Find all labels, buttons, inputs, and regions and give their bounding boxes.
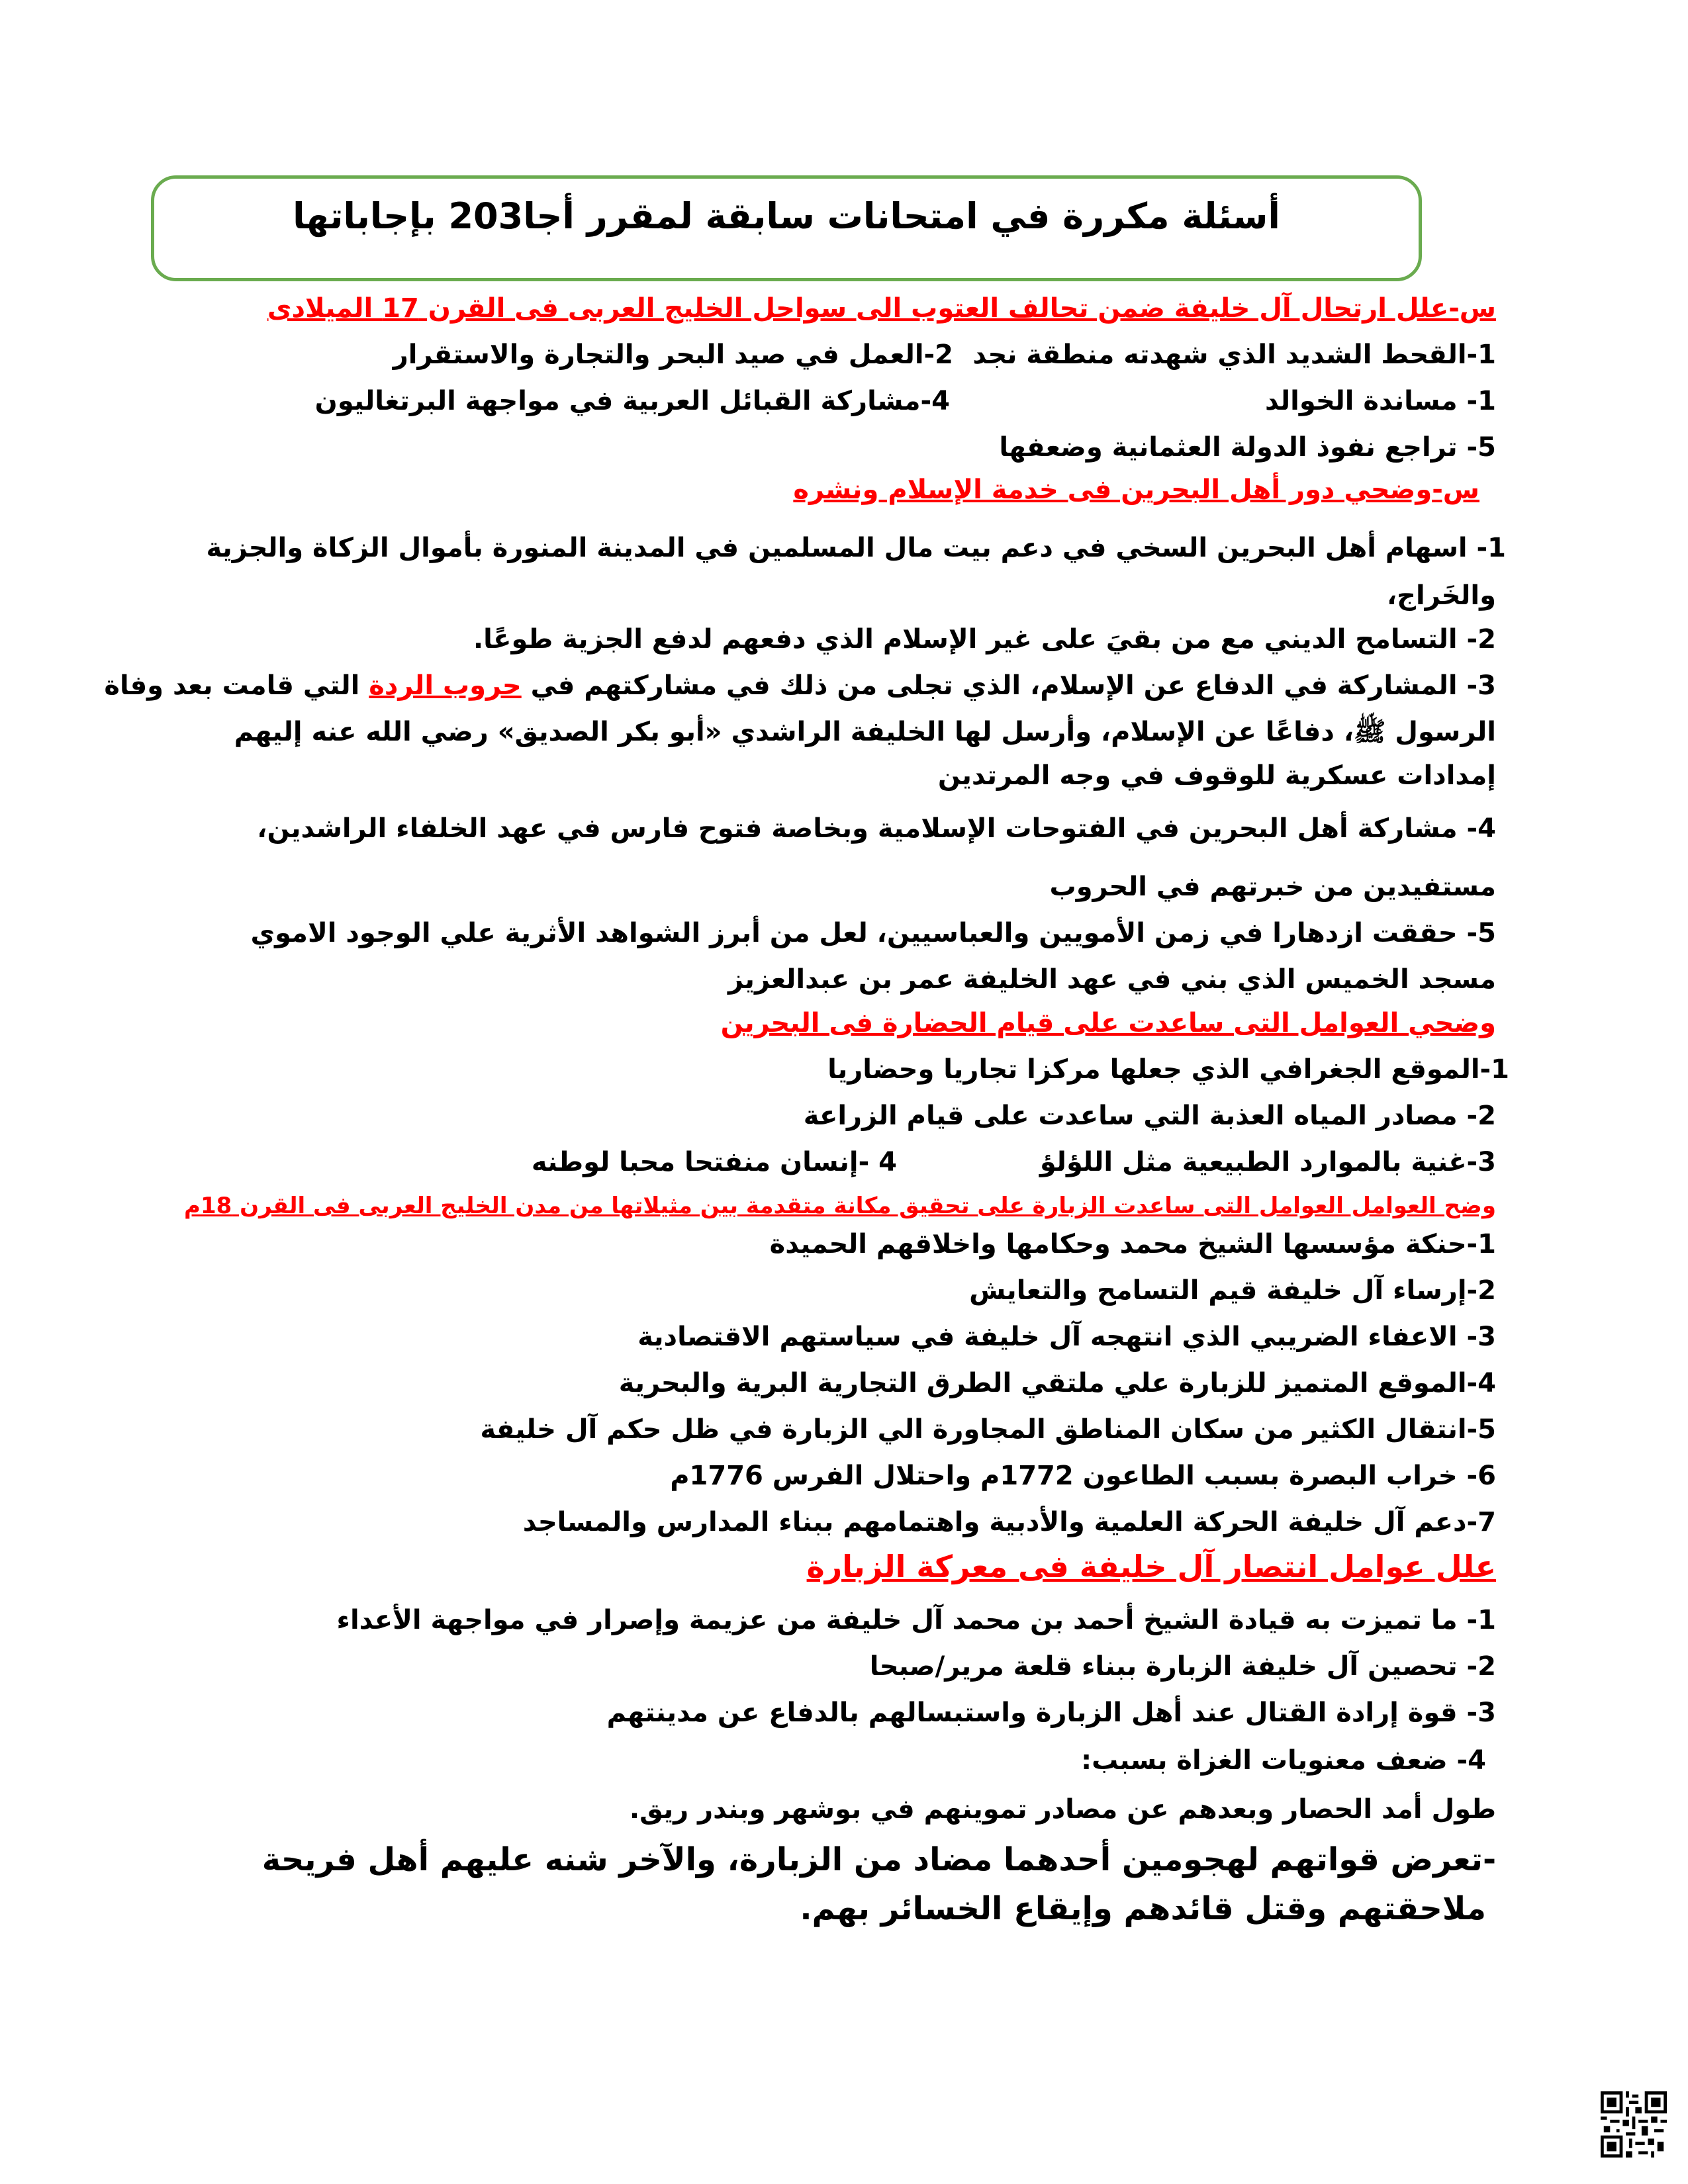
q2-answer-1: 1- اسهام أهل البحرين السخي في دعم بيت مال المسلمين في المدينة المنورة بأموال الزكاة والجزية (206, 533, 1506, 563)
q1-answer-4: 4-مشاركة القبائل العربية في مواجهة البرتغاليون (314, 386, 950, 416)
q1-answer-1: 1-القحط الشديد الذي شهدته منطقة نجد (972, 340, 1496, 370)
q5-answer-4-reason-2-cont: ملاحقتهم وقتل قائدهم وإيقاع الخسائر بهم. (800, 1890, 1486, 1927)
q1-answer-3: 1- مساندة الخوالد (1265, 386, 1496, 416)
q5-answer-3: 3- قوة إرادة القتال عند أهل الزبارة واستبسالهم بالدفاع عن مدينتهم (606, 1698, 1496, 1728)
q2-answer-3-pre: 3- المشاركة في الدفاع عن الإسلام، الذي تجلى من ذلك في مشاركتهم في (521, 670, 1496, 701)
q2-answer-3-line3: إمدادات عسكرية للوقوف في وجه المرتدين (937, 760, 1496, 791)
q4-answer-6: 6- خراب البصرة بسبب الطاعون 1772م واحتلال الفرس 1776م (670, 1461, 1496, 1491)
qr-code-icon (1601, 2091, 1667, 2158)
q4-answer-2: 2-إرساء آل خليفة قيم التسامح والتعايش (969, 1275, 1496, 1306)
q4-answer-4: 4-الموقع المتميز للزبارة علي ملتقي الطرق التجارية البرية والبحرية (618, 1368, 1496, 1398)
question-1: س-علل ارتحال آل خليفة ضمن تحالف العتوب الى سواحل الخليج العربى فى القرن 17 الميلادى (267, 293, 1496, 324)
question-2: س-وضحي دور أهل البحرين فى خدمة الإسلام ونشره (793, 475, 1479, 505)
q5-answer-4-reason-2: -تعرض قواتهم لهجومين أحدهما مضاد من الزبارة، والآخر شنه عليهم أهل فريحة (261, 1841, 1496, 1878)
q2-answer-4-cont: مستفيدين من خبرتهم في الحروب (1049, 872, 1496, 902)
q5-answer-4-reason-1: طول أمد الحصار وبعدهم عن مصادر تموينهم في بوشهر وبندر ريق. (629, 1794, 1496, 1825)
question-5: علل عوامل انتصار آل خليفة فى معركة الزبارة (806, 1549, 1496, 1584)
question-4: وضح العوامل العوامل التى ساعدت الزبارة على تحقيق مكانة متقدمة بين مثيلاتها من مدن الخليج العربى فى القرن 18م (184, 1193, 1496, 1219)
q4-answer-3: 3- الاعفاء الضريبي الذي انتهجه آل خليفة في سياستهم الاقتصادية (637, 1322, 1496, 1352)
q3-answer-4: 4 -إنسان منفتحا محبا لوطنه (531, 1147, 897, 1177)
q2-answer-5-cont: مسجد الخميس الذي بني في عهد الخليفة عمر بن عبدالعزيز (728, 964, 1496, 995)
q4-answer-5: 5-انتقال الكثير من سكان المناطق المجاورة الي الزبارة في ظل حكم آل خليفة (480, 1414, 1496, 1445)
q5-answer-1: 1- ما تميزت به قيادة الشيخ أحمد بن محمد آل خليفة من عزيمة وإصرار في مواجهة الأعداء (336, 1605, 1496, 1635)
q4-answer-7: 7-دعم آل خليفة الحركة العلمية والأدبية واهتمامهم ببناء المدارس والمساجد (522, 1507, 1496, 1537)
q2-answer-3-line2: الرسول ﷺ، دفاعًا عن الإسلام، وأرسل لها الخليفة الراشدي «أبو بكر الصديق» رضي الله عنه إليهم (234, 717, 1496, 747)
q3-answer-3: 3-غنية بالموارد الطبيعية مثل اللؤلؤ (1039, 1147, 1496, 1177)
q2-answer-5: 5- حققت ازدهارا في زمن الأمويين والعباسيين، لعل من أبرز الشواهد الأثرية علي الوجود الاموي (250, 918, 1496, 948)
q3-answer-2: 2- مصادر المياه العذبة التي ساعدت على قيام الزراعة (803, 1101, 1496, 1131)
q3-answer-1: 1-الموقع الجغرافي الذي جعلها مركزا تجاريا وحضاريا (827, 1054, 1509, 1085)
q4-answer-1: 1-حنكة مؤسسها الشيخ محمد وحكامها واخلاقهم الحميدة (769, 1229, 1496, 1259)
page-title: أسئلة مكررة في امتحانات سابقة لمقرر أجا203 بإجاباتها (293, 195, 1280, 237)
q5-answer-4: 4- ضعف معنويات الغزاة بسبب: (1081, 1745, 1486, 1776)
q1-answer-5: 5- تراجع نفوذ الدولة العثمانية وضعفها (999, 432, 1496, 463)
question-3: وضحي العوامل التى ساعدت على قيام الحضارة فى البحرين (720, 1008, 1496, 1038)
q5-answer-2: 2- تحصين آل خليفة الزبارة ببناء قلعة مرير/صبحا (869, 1651, 1496, 1682)
q2-answer-2: 2- التسامح الديني مع من بقيَ على غير الإسلام الذي دفعهم لدفع الجزية طوعًا. (473, 624, 1496, 655)
riddah-wars-highlight: حروب الردة (369, 670, 522, 701)
q2-answer-3-post: التي قامت بعد وفاة (104, 670, 369, 701)
q2-answer-4: 4- مشاركة أهل البحرين في الفتوحات الإسلامية وبخاصة فتوح فارس في عهد الخلفاء الراشدين، (257, 813, 1496, 844)
q2-answer-1-cont: والخَراج، (1386, 580, 1496, 611)
q2-answer-3 (104, 670, 1496, 702)
q1-answer-2: 2-العمل في صيد البحر والتجارة والاستقرار (393, 340, 953, 370)
